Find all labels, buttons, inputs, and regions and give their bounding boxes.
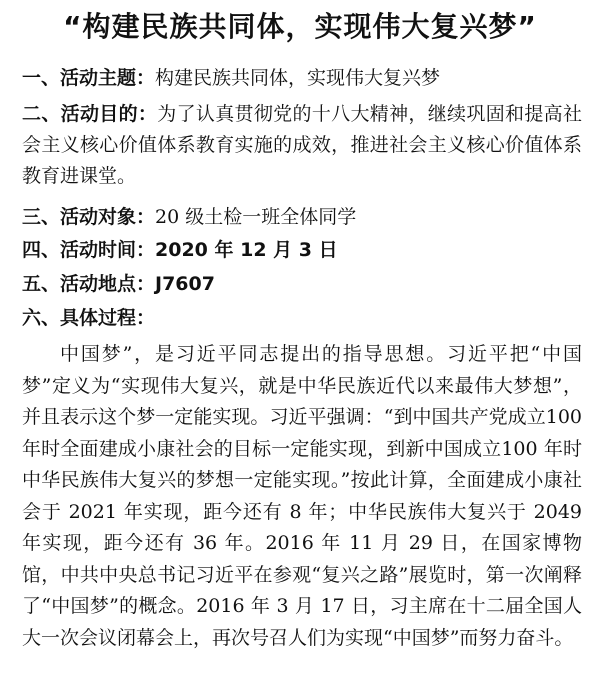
section-purpose-text: 为了认真贯彻党的十八大精神，继续巩固和提高社会主义核心价值体系教育实施的成效，推进社会主义核心价值体系教育进课堂。 [22, 103, 582, 187]
section-purpose [22, 99, 582, 192]
section-purpose-label: 二、活动目的： [22, 103, 158, 125]
section-theme-text: 构建民族共同体，实现伟大复兴梦 [155, 67, 441, 89]
section-time-text: 2020 年 12 月 3 日 [155, 239, 338, 261]
section-time [22, 238, 582, 262]
section-location-text: J7607 [155, 273, 215, 295]
section-theme [22, 66, 582, 90]
section-process-label: 六、具体过程： [22, 307, 156, 329]
section-process [22, 306, 582, 330]
document-title: “构建民族共同体，实现伟大复兴梦” [63, 10, 537, 43]
section-location-label: 五、活动地点： [22, 273, 156, 295]
section-audience-label: 三、活动对象： [22, 206, 156, 228]
process-body-paragraph: 中国梦”，是习近平同志提出的指导思想。习近平把“中国梦”定义为“实现伟大复兴，就是中华民族近代以来最伟大梦想”，并且表示这个梦一定能实现。习近平强调：“到中国共产党成立100 年时全面建成小康社会的目标一定能实现，到新中国成立100 年时中华民族伟大复兴的梦想一定能实现。”按此计算，全面建成小康社会于 2021 年实现，距今还有 8 年；中华民族伟大复兴于 2049 年实现，距今还有 36 年。2016 年 11 月 29 日，在国家博物馆，中共中央总书记习近平在参观“复兴之路”展览时，第一次阐释了“中国梦”的概念。2016 年 3 月 17 日，习主席在十二届全国人大一次会议闭幕会上，再次号召人们为实现“中国梦”而努力奋斗。 [22, 343, 582, 649]
section-audience-text: 20 级土检一班全体同学 [155, 206, 357, 228]
section-time-label: 四、活动时间： [22, 239, 156, 261]
section-theme-label: 一、活动主题： [22, 67, 156, 89]
section-audience [22, 205, 582, 229]
section-location [22, 272, 582, 296]
